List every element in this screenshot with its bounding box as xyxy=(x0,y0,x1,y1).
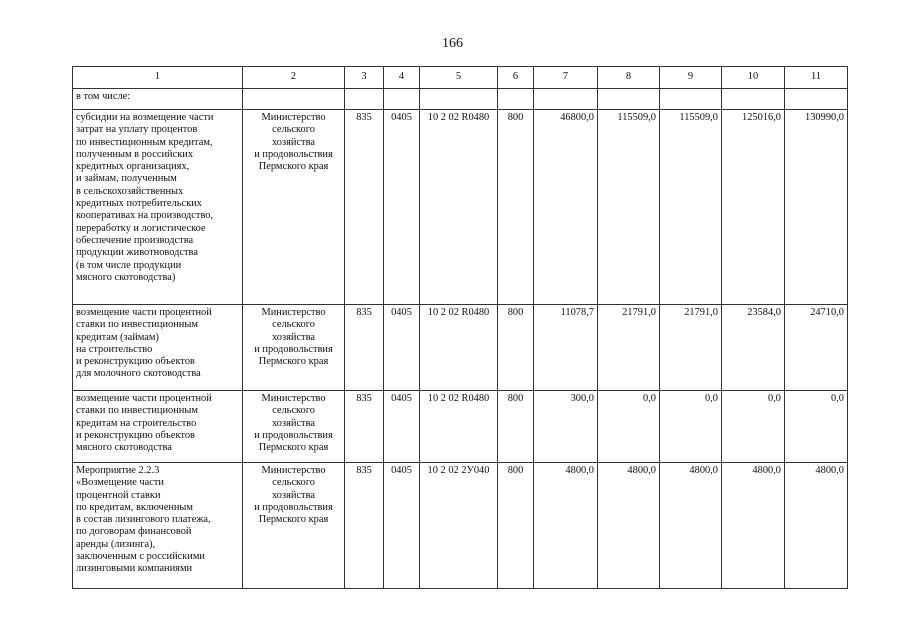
table-row xyxy=(73,391,848,463)
row-ministry: Министерство сельского хозяйства и продовольствия Пермского края xyxy=(254,393,333,454)
row-c10: 125016,0 xyxy=(722,110,785,305)
row-c7: 4800,0 xyxy=(534,463,598,589)
budget-table xyxy=(72,66,848,589)
row-c4: 0405 xyxy=(384,463,420,589)
row-c3: 835 xyxy=(345,463,384,589)
row-name: возмещение части процентной ставки по инвестиционным кредитам на строительство и реконструкцию объектов мясного скотоводства xyxy=(76,393,212,454)
row-c6: 800 xyxy=(498,391,534,463)
table-row xyxy=(73,463,848,589)
row-c9: 4800,0 xyxy=(660,463,722,589)
row-c10: 23584,0 xyxy=(722,305,785,391)
header-cell: 8 xyxy=(598,67,660,89)
row-c7: 46800,0 xyxy=(534,110,598,305)
table-row xyxy=(73,110,848,305)
row-c7: 300,0 xyxy=(534,391,598,463)
header-cell: 4 xyxy=(384,67,420,89)
row-c4: 0405 xyxy=(384,305,420,391)
header-cell: 3 xyxy=(345,67,384,89)
row-c10: 0,0 xyxy=(722,391,785,463)
row-c3: 835 xyxy=(345,391,384,463)
row-c3: 835 xyxy=(345,305,384,391)
table-row xyxy=(73,305,848,391)
row-c4: 0405 xyxy=(384,110,420,305)
row-c5: 10 2 02 R0480 xyxy=(420,305,498,391)
row-c11: 24710,0 xyxy=(785,305,848,391)
row-c11: 0,0 xyxy=(785,391,848,463)
header-cell: 5 xyxy=(420,67,498,89)
row-c6: 800 xyxy=(498,305,534,391)
page-number: 166 xyxy=(442,36,463,51)
header-cell: 9 xyxy=(660,67,722,89)
row-c9: 115509,0 xyxy=(660,110,722,305)
row-ministry: Министерство сельского хозяйства и продовольствия Пермского края xyxy=(254,465,333,526)
row-name: возмещение части процентной ставки по инвестиционным кредитам (займам) на строительство и реконструкцию объектов для молочного скотоводства xyxy=(76,307,212,380)
header-cell: 7 xyxy=(534,67,598,89)
row-c8: 4800,0 xyxy=(598,463,660,589)
row-name: субсидии на возмещение части затрат на уплату процентов по инвестиционным кредитам, полученным в российских кредитных организациях, и займам, полученным в сельскохозяйственных кредитных потребительских кооперативах на производство, переработку и логистическое обеспечение производства продукции животноводства (в том числе продукции мясного скотоводства) xyxy=(76,112,214,283)
row-c9: 21791,0 xyxy=(660,305,722,391)
row-c8: 0,0 xyxy=(598,391,660,463)
row-c11: 4800,0 xyxy=(785,463,848,589)
subheader-row xyxy=(73,89,848,110)
header-cell: 10 xyxy=(722,67,785,89)
row-c6: 800 xyxy=(498,463,534,589)
row-c8: 21791,0 xyxy=(598,305,660,391)
header-cell: 11 xyxy=(785,67,848,89)
header-cell: 1 xyxy=(73,67,243,89)
row-c10: 4800,0 xyxy=(722,463,785,589)
column-number-row xyxy=(73,67,848,89)
row-c6: 800 xyxy=(498,110,534,305)
row-c3: 835 xyxy=(345,110,384,305)
header-cell: 2 xyxy=(243,67,345,89)
row-name: Мероприятие 2.2.3 «Возмещение части процентной ставки по кредитам, включенным в состав лизингового платежа, по договорам финансовой аренды (лизинга), заключенным с российскими лизинговыми компаниями xyxy=(76,465,211,575)
row-c9: 0,0 xyxy=(660,391,722,463)
row-c11: 130990,0 xyxy=(785,110,848,305)
row-c5: 10 2 02 R0480 xyxy=(420,110,498,305)
subheader-label: в том числе: xyxy=(73,89,243,110)
row-c8: 115509,0 xyxy=(598,110,660,305)
row-ministry: Министерство сельского хозяйства и продовольствия Пермского края xyxy=(254,307,333,368)
row-c5: 10 2 02 2У040 xyxy=(420,463,498,589)
row-ministry: Министерство сельского хозяйства и продовольствия Пермского края xyxy=(254,112,333,173)
row-c7: 11078,7 xyxy=(534,305,598,391)
row-c5: 10 2 02 R0480 xyxy=(420,391,498,463)
row-c4: 0405 xyxy=(384,391,420,463)
header-cell: 6 xyxy=(498,67,534,89)
